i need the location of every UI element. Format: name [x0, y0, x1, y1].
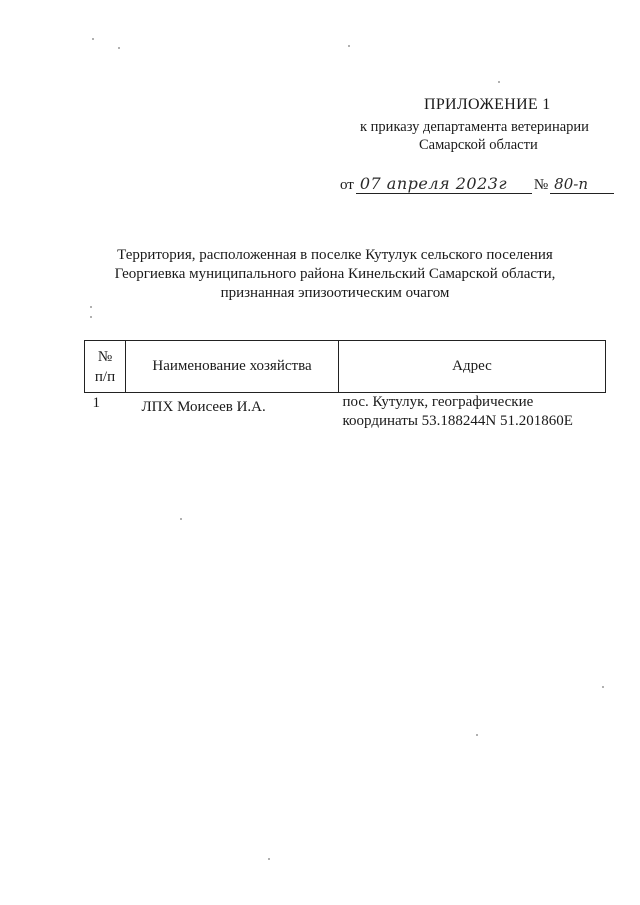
document-heading [100, 246, 570, 303]
appendix-reference: к приказу департамента ветеринарии [360, 119, 589, 135]
row-address-line-1: пос. Кутулук, географические [342, 394, 534, 410]
header-address: Адрес [339, 341, 606, 393]
scan-speck [348, 45, 350, 47]
scan-speck [268, 858, 270, 860]
scan-speck [602, 686, 604, 688]
row-address-line-2: координаты 53.188244N 51.201860E [342, 413, 573, 429]
heading-line-2: Георгиевка муниципального района Кинельский Самарской области, [114, 266, 556, 282]
scan-speck [476, 734, 478, 736]
scan-speck [498, 81, 500, 83]
header-number-sign: № [97, 348, 113, 365]
row-number: 1 [92, 395, 100, 411]
table-row [85, 393, 606, 432]
handwritten-order-number: 80-п [550, 175, 614, 194]
scan-speck [118, 47, 120, 49]
handwritten-order-date: 07 апреля 2023г [356, 174, 532, 194]
header-number-pp: п/п [94, 368, 116, 385]
scan-speck [180, 518, 182, 520]
farms-table [84, 340, 606, 431]
order-prefix: от [340, 177, 354, 193]
heading-line-3: признанная эпизоотическим очагом [220, 285, 450, 301]
appendix-title: ПРИЛОЖЕНИЕ 1 [424, 96, 551, 113]
header-farm-name: Наименование хозяйства [126, 341, 339, 393]
order-number-label: № [533, 177, 549, 193]
scan-speck [92, 38, 94, 40]
scan-speck [90, 306, 92, 308]
row-farm-name: ЛПХ Моисеев И.А. [141, 399, 266, 415]
table-header-row [85, 341, 606, 393]
header-number [85, 341, 126, 393]
order-date-number [340, 174, 616, 194]
heading-line-1: Территория, расположенная в поселке Кутулук сельского поселения [117, 247, 553, 263]
appendix-region: Самарской области [419, 137, 538, 153]
scan-speck [90, 316, 92, 318]
row-address [339, 393, 606, 432]
